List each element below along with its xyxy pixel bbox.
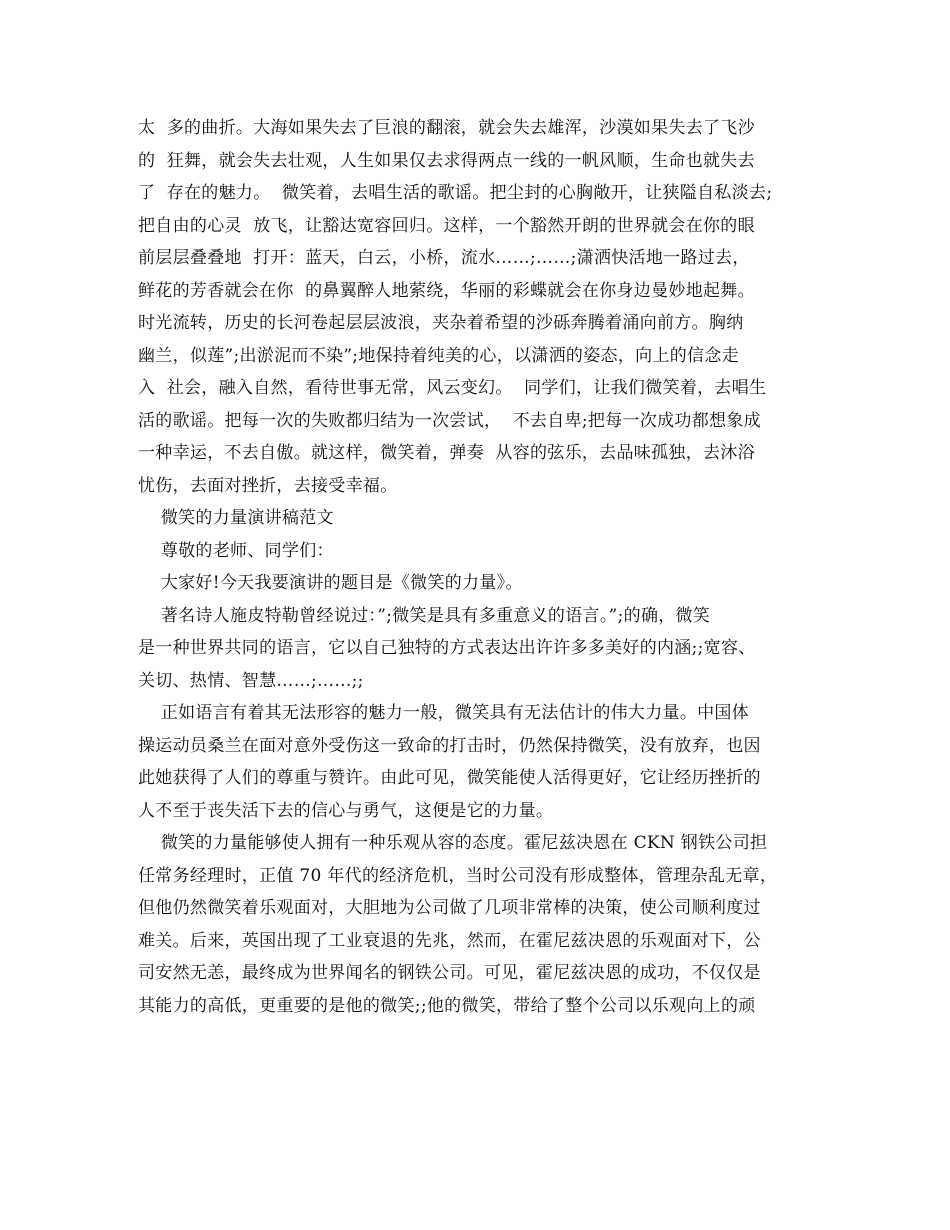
text-line: 是一种世界共同的语言，它以自己独特的方式表达出许许多多美好的内涵;;宽容、 bbox=[138, 638, 756, 658]
text-line: 入 社会，融入自然，看待世事无常，风云变幻。 同学们，让我们微笑着，去唱生 bbox=[138, 378, 767, 398]
text-line: 人不至于丧失活下去的信心与勇气，这便是它的力量。 bbox=[138, 800, 554, 821]
text-line: 难关。后来，英国出现了工业衰退的先兆，然而，在霍尼兹决恩的乐观面对下，公 bbox=[138, 930, 761, 951]
salutation: 尊敬的老师、同学们： bbox=[138, 540, 334, 561]
text-line: 但他仍然微笑着乐观面对，大胆地为公司做了几项非常棒的决策，使公司顺利度过 bbox=[138, 898, 761, 918]
opening-line: 大家好!今天我要演讲的题目是《微笑的力量》。 bbox=[138, 573, 523, 593]
text-line: 关切、热情、智慧……;……;; bbox=[138, 670, 364, 691]
text-line: 操运动员桑兰在面对意外受伤这一致命的打击时，仍然保持微笑，没有放弃，也因 bbox=[138, 735, 761, 756]
text-line: 正如语言有着其无法形容的魅力一般，微笑具有无法估计的伟大力量。中国体 bbox=[138, 703, 750, 723]
text-line: 活的歌谣。把每一次的失败都归结为一次尝试， 不去自卑;把每一次成功都想象成 bbox=[138, 410, 761, 431]
text-line: 时光流转，历史的长河卷起层层波浪，夹杂着希望的沙砾奔腾着涌向前方。胸纳 bbox=[138, 313, 744, 333]
text-line: 一种幸运，不去自傲。就这样，微笑着，弹奏 从容的弦乐，去品味孤独，去沐浴 bbox=[138, 443, 755, 463]
text-line: 司安然无恙，最终成为世界闻名的钢铁公司。可见，霍尼兹决恩的成功，不仅仅是 bbox=[138, 963, 761, 983]
text-line: 鲜花的芳香就会在你 的鼻翼醉人地萦绕，华丽的彩蝶就会在你身边曼妙地起舞。 bbox=[138, 280, 755, 301]
text-line: 的 狂舞，就会失去壮观，人生如果仅去求得两点一线的一帆风顺，生命也就失去 bbox=[138, 150, 755, 171]
text-line: 前层层叠叠地 打开：蓝天，白云，小桥，流水……;……;潇洒快活地一路过去， bbox=[138, 248, 750, 268]
document-body bbox=[138, 112, 828, 1022]
text-line: 微笑的力量能够使人拥有一种乐观从容的态度。霍尼兹决恩在 CKN 钢铁公司担 bbox=[138, 833, 768, 853]
text-line: 把自由的心灵 放飞，让豁达宽容回归。这样，一个豁然开朗的世界就会在你的眼 bbox=[138, 215, 755, 236]
text-line: 忧伤，去面对挫折，去接受幸福。 bbox=[138, 475, 398, 496]
text-line: 任常务经理时，正值 70 年代的经济危机，当时公司没有形成整体，管理杂乱无章， bbox=[138, 865, 778, 886]
text-line: 了 存在的魅力。 微笑着，去唱生活的歌谣。把尘封的心胸敞开，让狭隘自私淡去; bbox=[138, 183, 773, 203]
text-line: 太 多的曲折。大海如果失去了巨浪的翻滚，就会失去雄浑，沙漠如果失去了飞沙 bbox=[138, 118, 755, 138]
text-line: 此她获得了人们的尊重与赞许。由此可见，微笑能使人活得更好，它让经历挫折的 bbox=[138, 768, 761, 788]
text-line: 幽兰，似莲”;出淤泥而不染”;地保持着纯美的心，以潇洒的姿态，向上的信念走 bbox=[138, 345, 739, 366]
text-line: 著名诗人施皮特勒曾经说过：”;微笑是具有多重意义的语言。”;的确，微笑 bbox=[138, 605, 711, 626]
text-line: 其能力的高低，更重要的是他的微笑;;他的微笑，带给了整个公司以乐观向上的顽 bbox=[138, 995, 756, 1016]
section-title: 微笑的力量演讲稿范文 bbox=[138, 508, 334, 528]
